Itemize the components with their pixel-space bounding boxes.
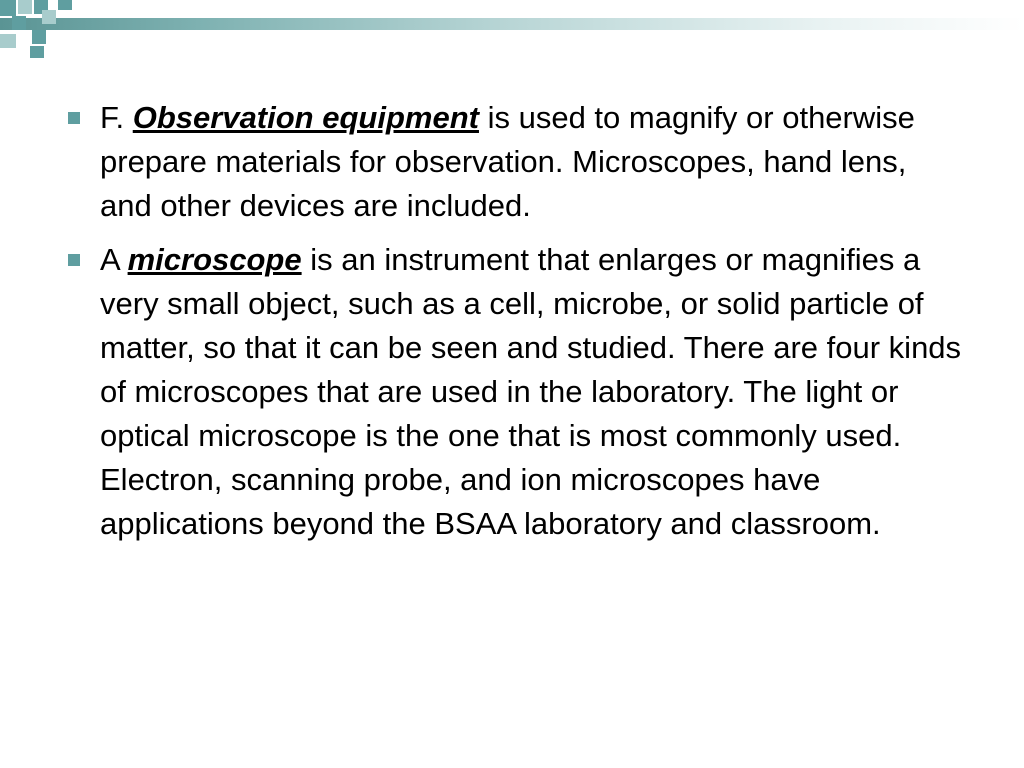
bullet-prefix: A <box>100 242 128 277</box>
decorative-square <box>18 0 32 14</box>
decorative-square <box>30 46 44 58</box>
bullet-microscope <box>62 238 962 546</box>
decorative-square <box>0 34 16 48</box>
square-bullet-icon <box>68 254 80 266</box>
decorative-square <box>0 0 16 16</box>
bullet-text: is an instrument that enlarges or magnifies a very small object, such as a cell, microbe, or solid particle of matter, so that it can be seen and studied. There are four kinds of microscopes that are used in the laboratory. The light or optical microscope is the one that is most commonly used. Electron, scanning probe, and ion microscopes have applications beyond the BSAA laboratory and classroom. <box>100 242 962 541</box>
decorative-square <box>58 0 72 10</box>
decorative-square <box>32 30 46 44</box>
bullet-observation-equipment <box>62 96 962 228</box>
term-microscope: microscope <box>127 242 302 277</box>
header-gradient-band <box>0 18 1024 30</box>
term-observation-equipment: Observation equipment <box>132 100 479 135</box>
decorative-square <box>42 10 56 24</box>
bullet-text: is used to magnify or otherwise prepare materials for observation. Microscopes, hand lens, and other devices are included. <box>100 100 915 223</box>
decorative-square <box>12 16 26 30</box>
square-bullet-icon <box>68 112 80 124</box>
slide-body <box>62 96 962 556</box>
bullet-prefix: F. <box>100 100 133 135</box>
